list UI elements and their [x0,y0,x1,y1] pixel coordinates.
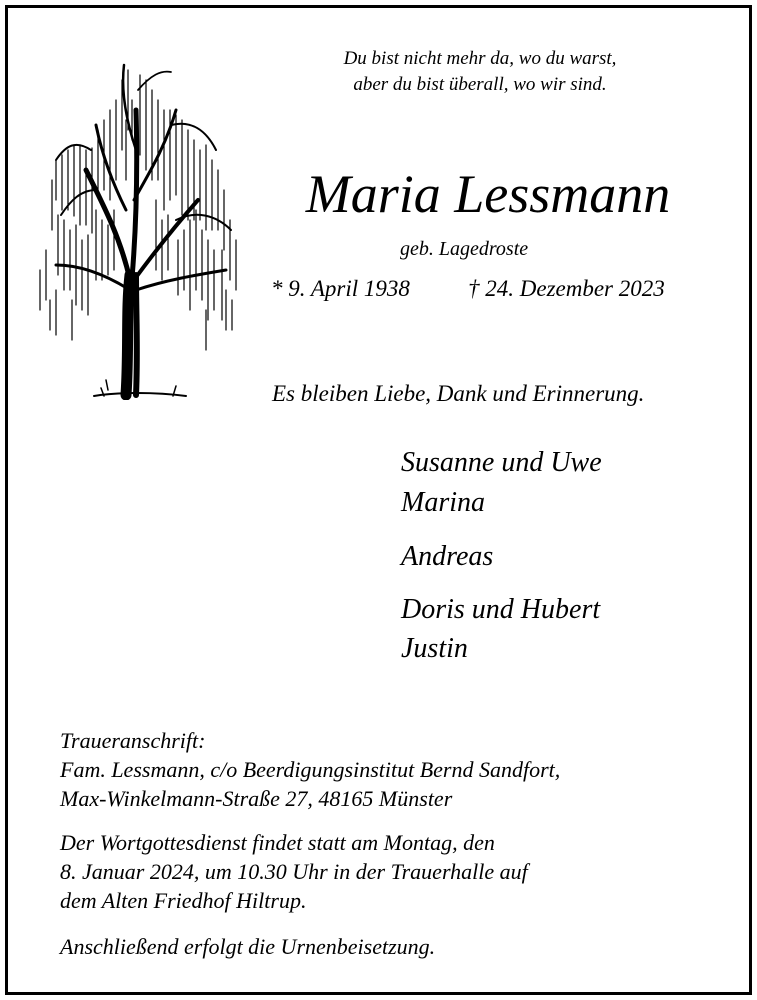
birth-name: geb. Lagedroste [400,238,529,260]
weeping-willow-tree-icon [26,50,246,400]
family-member: Justin [401,633,468,664]
address-line: Fam. Lessmann, c/o Beerdigungsinstitut Bernd Sandfort, [60,757,561,782]
poem-line: aber du bist überall, wo wir sind. [353,74,607,95]
death-date: † 24. Dezember 2023 [468,276,665,301]
address-line: Max-Winkelmann-Straße 27, 48165 Münster [60,786,453,811]
family-member: Marina [401,487,485,518]
family-member: Susanne und Uwe [401,447,602,478]
poem-line: Du bist nicht mehr da, wo du warst, [343,48,617,69]
service-line: 8. Januar 2024, um 10.30 Uhr in der Trauerhalle auf [60,859,528,884]
service-line: Der Wortgottesdienst findet statt am Montag, den [60,830,495,855]
deceased-name: Maria Lessmann [305,164,671,224]
birth-date: * 9. April 1938 [271,276,410,301]
service-line: dem Alten Friedhof Hiltrup. [60,888,307,913]
motto: Es bleiben Liebe, Dank und Erinnerung. [272,381,645,406]
family-member: Doris und Hubert [401,594,601,625]
address-heading: Traueranschrift: [60,728,206,753]
family-member: Andreas [401,541,494,572]
closing-note: Anschließend erfolgt die Urnenbeisetzung. [60,934,436,959]
